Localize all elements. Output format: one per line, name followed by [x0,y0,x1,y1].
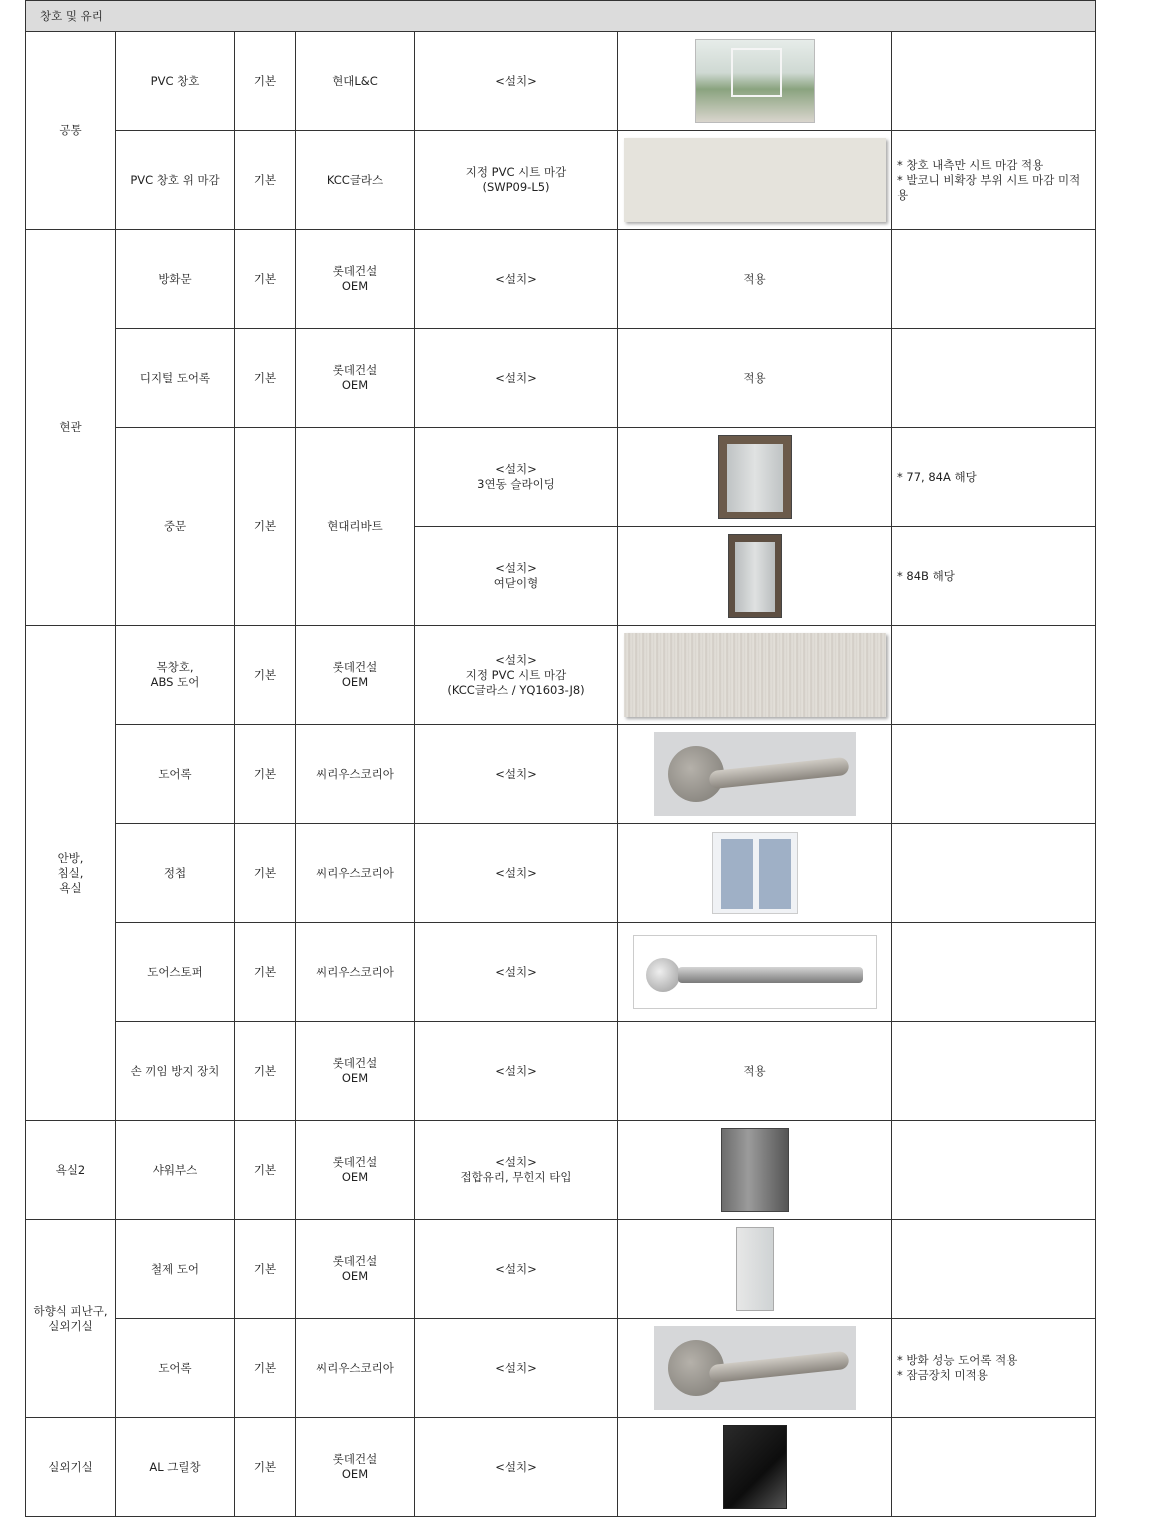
spec-cell: <설치> [415,230,618,329]
item-cell: 목창호, ABS 도어 [116,626,235,725]
location-cell: 공통 [26,32,116,230]
grade-cell: 기본 [235,1319,296,1418]
image-cell [618,131,892,230]
image-cell [618,1418,892,1517]
spec-cell: <설치> [415,1220,618,1319]
item-cell: 디지털 도어록 [116,329,235,428]
maker-cell: 롯데건설 OEM [296,230,415,329]
image-cell [618,725,892,824]
item-cell: 중문 [116,428,235,626]
grade-cell: 기본 [235,725,296,824]
door-lever-photo [654,732,856,816]
door-stopper-photo [633,935,877,1009]
grade-cell: 기본 [235,1418,296,1517]
maker-cell: 씨리우스코리아 [296,923,415,1022]
door-lever-photo [654,1326,856,1410]
note-cell [892,1418,1096,1517]
note-cell [892,725,1096,824]
note-cell: * 77, 84A 해당 [892,428,1096,527]
location-cell: 하향식 피난구, 실외기실 [26,1220,116,1418]
image-cell [618,923,892,1022]
grade-cell: 기본 [235,1220,296,1319]
note-cell [892,32,1096,131]
hinge-photo [712,832,798,914]
spec-cell: <설치> 여닫이형 [415,527,618,626]
grade-cell: 기본 [235,626,296,725]
note-cell: * 84B 해당 [892,527,1096,626]
maker-cell: 롯데건설 OEM [296,1418,415,1517]
spec-cell: <설치> 접합유리, 무힌지 타입 [415,1121,618,1220]
item-cell: 도어록 [116,1319,235,1418]
image-cell: 적용 [618,1022,892,1121]
image-cell [618,527,892,626]
location-cell: 현관 [26,230,116,626]
maker-cell: 씨리우스코리아 [296,725,415,824]
item-cell: 철제 도어 [116,1220,235,1319]
image-cell [618,824,892,923]
note-cell [892,1022,1096,1121]
grade-cell: 기본 [235,428,296,626]
maker-cell: 롯데건설 OEM [296,626,415,725]
image-cell [618,428,892,527]
grade-cell: 기본 [235,230,296,329]
maker-cell: 롯데건설 OEM [296,1220,415,1319]
shower-booth-photo [721,1128,789,1212]
note-cell [892,626,1096,725]
image-cell: 적용 [618,230,892,329]
note-cell [892,230,1096,329]
window-photo [695,39,815,123]
image-cell [618,32,892,131]
location-cell: 실외기실 [26,1418,116,1517]
image-cell [618,1319,892,1418]
spec-cell: 지정 PVC 시트 마감 (SWP09-L5) [415,131,618,230]
al-grille-window-photo [723,1425,787,1509]
grade-cell: 기본 [235,923,296,1022]
note-cell [892,923,1096,1022]
maker-cell: 현대L&C [296,32,415,131]
steel-door-photo [736,1227,774,1311]
grade-cell: 기본 [235,32,296,131]
maker-cell: KCC글라스 [296,131,415,230]
item-cell: PVC 창호 [116,32,235,131]
item-cell: 방화문 [116,230,235,329]
spec-cell: <설치> [415,329,618,428]
note-cell: * 창호 내측만 시트 마감 적용 * 발코니 비확장 부위 시트 마감 미적용 [892,131,1096,230]
spec-cell: <설치> [415,32,618,131]
note-cell [892,1220,1096,1319]
sliding-door-photo [718,435,792,519]
grade-cell: 기본 [235,1121,296,1220]
image-cell [618,1121,892,1220]
item-cell: 샤워부스 [116,1121,235,1220]
swing-door-photo [728,534,782,618]
maker-cell: 롯데건설 OEM [296,329,415,428]
spec-cell: <설치> 지정 PVC 시트 마감 (KCC글라스 / YQ1603-J8) [415,626,618,725]
grade-cell: 기본 [235,131,296,230]
note-cell: * 방화 성능 도어록 적용 * 잠금장치 미적용 [892,1319,1096,1418]
section-title: 창호 및 유리 [26,1,1096,32]
item-cell: PVC 창호 위 마감 [116,131,235,230]
item-cell: 손 끼임 방지 장치 [116,1022,235,1121]
item-cell: 도어스토퍼 [116,923,235,1022]
maker-cell: 씨리우스코리아 [296,824,415,923]
note-cell [892,824,1096,923]
note-cell [892,1121,1096,1220]
image-cell [618,626,892,725]
spec-cell: <설치> [415,1319,618,1418]
maker-cell: 씨리우스코리아 [296,1319,415,1418]
grade-cell: 기본 [235,329,296,428]
grade-cell: 기본 [235,824,296,923]
item-cell: AL 그릴창 [116,1418,235,1517]
note-cell [892,329,1096,428]
spec-table [25,0,1096,1517]
maker-cell: 현대리바트 [296,428,415,626]
spec-cell: <설치> [415,725,618,824]
pvc-sheet-sample [624,138,886,222]
grade-cell: 기본 [235,1022,296,1121]
location-cell: 안방, 침실, 욕실 [26,626,116,1121]
maker-cell: 롯데건설 OEM [296,1022,415,1121]
maker-cell: 롯데건설 OEM [296,1121,415,1220]
item-cell: 정첩 [116,824,235,923]
image-cell [618,1220,892,1319]
spec-cell: <설치> [415,923,618,1022]
item-cell: 도어록 [116,725,235,824]
spec-cell: <설치> [415,824,618,923]
image-cell: 적용 [618,329,892,428]
spec-cell: <설치> [415,1022,618,1121]
wood-sheet-sample [624,633,886,717]
location-cell: 욕실2 [26,1121,116,1220]
spec-cell: <설치> 3연동 슬라이딩 [415,428,618,527]
spec-cell: <설치> [415,1418,618,1517]
